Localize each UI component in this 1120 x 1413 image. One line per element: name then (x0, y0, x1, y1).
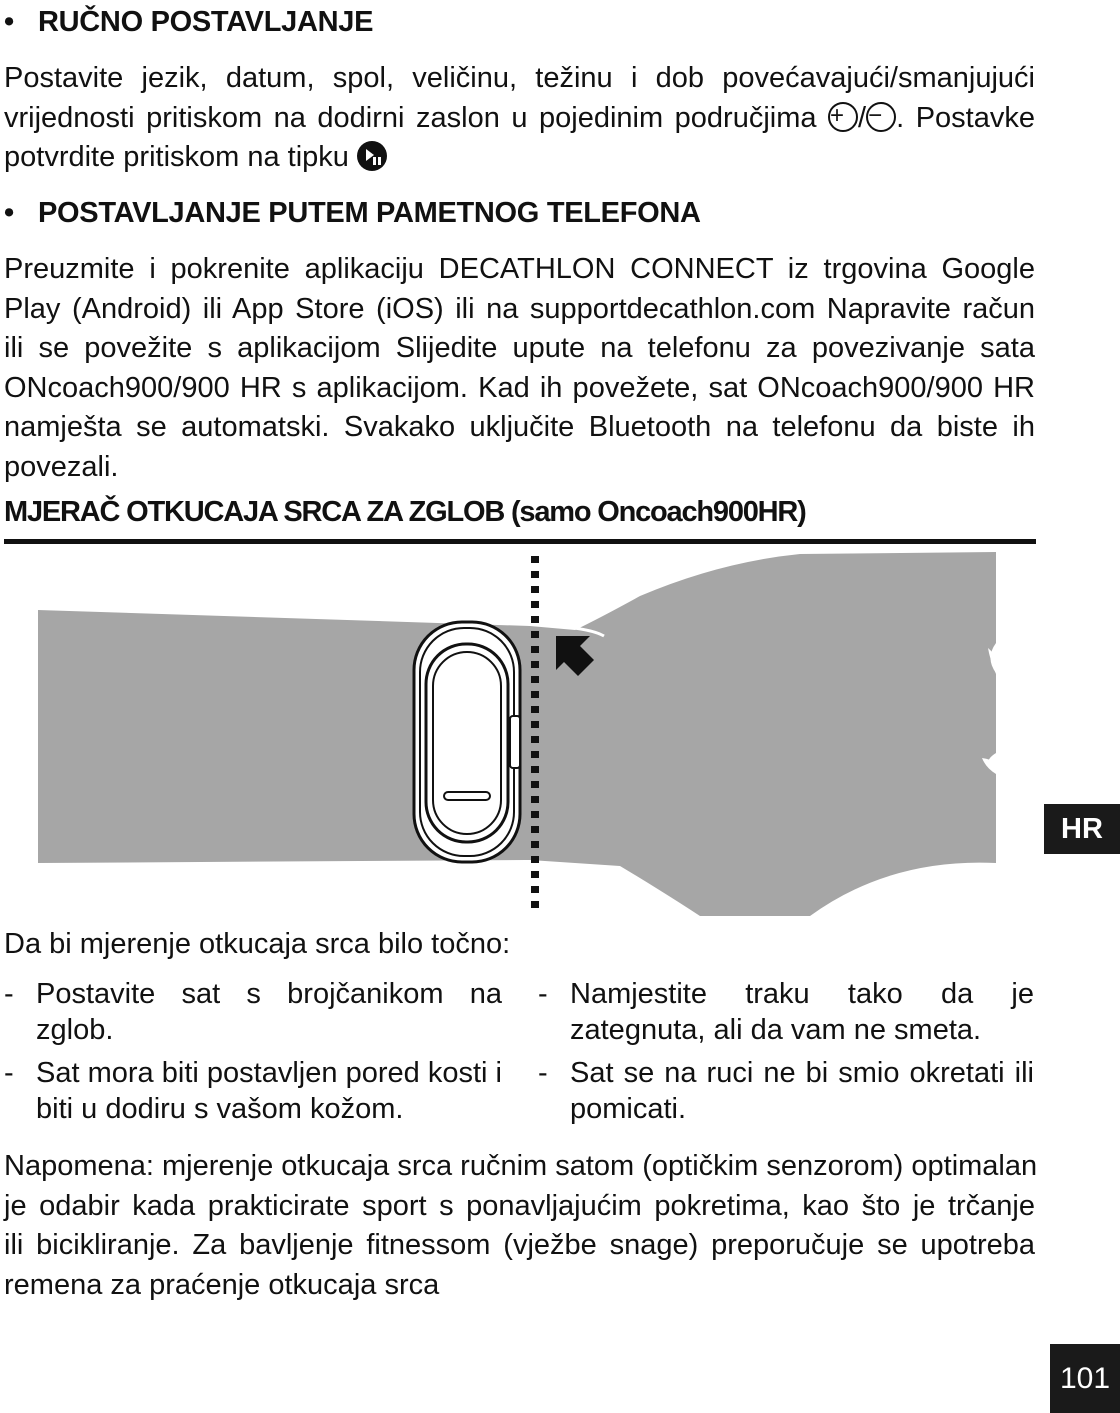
slash: / (858, 101, 867, 134)
paragraph-smartphone-setup (4, 250, 1035, 487)
text-fragment: vrijednosti pritiskom na dodirni zaslon u pojedinim područjima (4, 101, 829, 134)
tip-line: zglob. (36, 1014, 114, 1046)
paragraph-line: Play (Android) ili App Store (iOS) ili na supportdecathlon.com Napravite račun (4, 292, 1035, 325)
paragraph-line: ONcoach900/900 HR s aplikacijom. Kad ih povežete, sat ONcoach900/900 HR (4, 371, 1035, 404)
hand-shape (530, 552, 996, 916)
text-fragment: potvrdite pritiskom na tipku (4, 141, 357, 173)
paragraph-line (4, 99, 1035, 139)
section-title-wrist-hr: MJERAČ OTKUCAJA SRCA ZA ZGLOB (samo Oncoach900HR) (4, 496, 806, 528)
minus-icon (866, 102, 896, 132)
bullet: • (4, 6, 14, 38)
tip-line: zategnuta, ali da vam ne smeta. (570, 1014, 982, 1046)
paragraph-line: ili bicikliranje. Za bavljenje fitnessom (vježbe snage) preporučuje se upotreba (4, 1229, 1035, 1261)
heading-smartphone-setup-text: POSTAVLJANJE PUTEM PAMETNOG TELEFONA (38, 197, 701, 229)
tip-right-2 (538, 1055, 1036, 1133)
heading-manual-setup-text: RUČNO POSTAVLJANJE (38, 6, 374, 38)
tip-line: Sat mora biti postavljen pored kosti i (36, 1057, 502, 1089)
play-pause-button-icon (357, 141, 387, 171)
plus-glyph: + (830, 101, 845, 129)
paragraph-line: Napomena: mjerenje otkucaja srca ručnim satom (optičkim senzorom) optimalan (4, 1150, 1038, 1182)
plus-icon (828, 102, 858, 132)
paragraph-line: ili se povežite s aplikacijom Slijedite upute na telefonu za povezivanje sata (4, 332, 1035, 364)
language-tab: HR (1044, 804, 1120, 854)
heading-smartphone-setup (4, 197, 701, 230)
tip-line: Postavite sat s brojčanikom na (36, 978, 502, 1010)
paragraph-note (4, 1147, 1038, 1305)
paragraph-line: je odabir kada prakticirate sport s ponavljajućim pokretima, kao što je trčanje (4, 1189, 1035, 1222)
paragraph-line (4, 138, 1035, 178)
tip-line: Namjestite traku tako da je (570, 978, 1034, 1010)
dash: - (4, 1057, 14, 1089)
paragraph-line: Preuzmite i pokrenite aplikaciju DECATHLON CONNECT iz trgovina Google (4, 253, 1035, 285)
page-number: 101 (1050, 1344, 1120, 1413)
paragraph-line: Postavite jezik, datum, spol, veličinu, težinu i dob povećavajući/smanjujući (4, 62, 1035, 94)
watch-icon (414, 622, 520, 862)
paragraph-line: povezali. (4, 450, 119, 483)
wrist-watch-illustration (0, 548, 1040, 920)
tip-line: biti u dodiru s vašom kožom. (36, 1093, 404, 1125)
paragraph-manual-setup (4, 59, 1035, 178)
bullet: • (4, 197, 14, 229)
tip-line: Sat se na ruci ne bi smio okretati ili (570, 1057, 1034, 1089)
tip-line: pomicati. (570, 1093, 687, 1125)
section-divider (4, 539, 1036, 544)
paragraph-line: namješta se automatski. Svakako uključite Bluetooth na telefonu da biste ih (4, 411, 1035, 443)
heading-manual-setup (4, 6, 373, 39)
tip-right-1 (538, 976, 1036, 1054)
dash: - (4, 978, 14, 1010)
tip-left-2 (4, 1055, 502, 1133)
minus-glyph: − (868, 101, 883, 129)
dash: - (538, 978, 548, 1010)
text-fragment: . Postavke (896, 101, 1035, 134)
tip-left-1 (4, 976, 502, 1054)
paragraph-line: remena za praćenje otkucaja srca (4, 1268, 440, 1301)
dash: - (538, 1057, 548, 1089)
tips-intro: Da bi mjerenje otkucaja srca bilo točno: (4, 928, 511, 960)
